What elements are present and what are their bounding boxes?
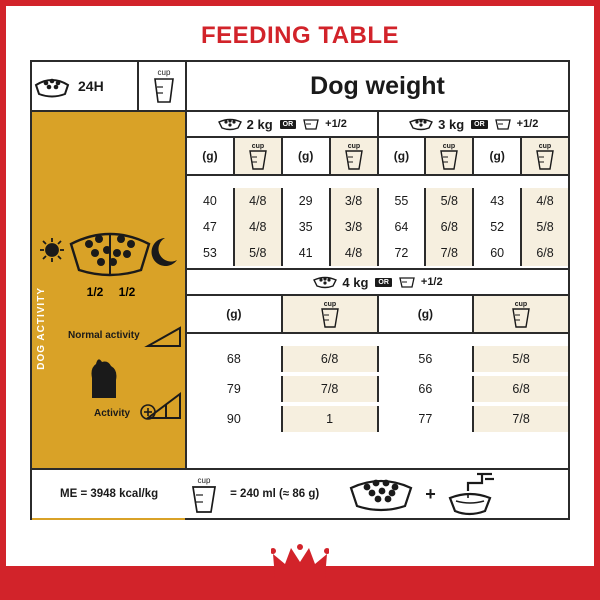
normal-activity-label: Normal activity [68, 330, 140, 341]
header-left-cell [32, 62, 187, 112]
cell-grams: 43 [472, 188, 520, 214]
cell-cup: 5/8 [520, 214, 568, 240]
weight-value: 2 kg [246, 116, 273, 132]
cell-grams: 35 [281, 214, 329, 240]
or-badge: OR [280, 120, 297, 129]
unit-cup [281, 296, 377, 332]
dog-silhouette-icon [78, 352, 130, 402]
unit-cup [329, 138, 377, 174]
unit-grams: (g) [281, 138, 329, 174]
svg-text:1/2: 1/2 [118, 285, 136, 299]
cell-grams: 52 [472, 214, 520, 240]
cell-cup: 5/8 [424, 188, 472, 214]
cell-cup: 5/8 [233, 240, 281, 266]
cell-cup: 3/8 [329, 214, 377, 240]
plus-half: +1/2 [325, 118, 347, 130]
footer-plus: + [425, 483, 436, 504]
weight-value: 4 kg [342, 274, 369, 290]
cell-grams: 56 [377, 346, 473, 372]
cell-cup: 6/8 [281, 346, 377, 372]
weight-value: 3 kg [438, 116, 465, 132]
table-row [187, 346, 568, 372]
svg-text:1/2: 1/2 [86, 285, 104, 299]
normal-activity-triangle-icon [144, 324, 184, 350]
me-value: ME = 3948 kcal/kg [60, 488, 159, 500]
svg-text:cup: cup [157, 68, 171, 77]
extra-activity-triangle-icon [144, 392, 184, 422]
cell-cup: 6/8 [520, 240, 568, 266]
cell-cup: 7/8 [281, 376, 377, 402]
hours-label: 24H [78, 78, 104, 94]
cell-grams: 64 [377, 214, 425, 240]
units-row-top [187, 138, 568, 176]
cell-grams: 68 [226, 352, 241, 366]
or-badge: OR [375, 278, 392, 287]
dog-weight-header [187, 62, 568, 112]
cell-cup: 6/8 [472, 376, 568, 402]
food-bowl-icon [345, 472, 417, 516]
water-bowl-icon [444, 471, 510, 517]
brand-footer [0, 528, 600, 600]
svg-text:cup: cup [538, 143, 552, 150]
cell-cup: 1 [281, 406, 377, 432]
plus-half: +1/2 [420, 276, 443, 288]
cell-grams: 66 [377, 376, 473, 402]
weight-band-4kg [187, 270, 568, 294]
cell-grams: 40 [202, 194, 217, 208]
activity-illustration [35, 220, 185, 312]
units-row-bottom [187, 296, 568, 334]
svg-text:cup: cup [323, 301, 336, 308]
weight-band-2kg [187, 112, 377, 136]
bowl-icon [32, 73, 72, 99]
dog-activity-vertical-label: DOG ACTIVITY [36, 287, 47, 370]
cell-grams: 53 [202, 246, 217, 260]
unit-cup [233, 138, 281, 174]
svg-text:cup: cup [443, 143, 456, 150]
weight-band-bottom [187, 270, 568, 296]
bowl-small-icon [217, 117, 243, 131]
table-row [187, 406, 568, 432]
svg-text:cup: cup [514, 301, 528, 308]
cell-grams: 77 [377, 406, 473, 432]
unit-grams: (g) [377, 138, 425, 174]
cell-cup: 6/8 [424, 214, 472, 240]
cell-cup: 4/8 [233, 188, 281, 214]
bowl-small-icon [408, 117, 434, 131]
table-row [187, 188, 568, 214]
extra-activity-label: Activity [94, 408, 131, 419]
me-footer [32, 468, 568, 518]
dog-weight-label: Dog weight [310, 71, 445, 100]
cell-cup: 7/8 [424, 240, 472, 266]
cell-grams: 41 [281, 240, 329, 266]
measuring-cup-small-icon [299, 117, 323, 131]
or-badge: OR [471, 120, 488, 129]
unit-grams: (g) [377, 296, 473, 332]
cell-cup: 4/8 [233, 214, 281, 240]
cell-grams: 60 [472, 240, 520, 266]
bowl-small-icon [312, 275, 338, 289]
cell-cup: 3/8 [329, 188, 377, 214]
unit-grams: (g) [226, 307, 242, 321]
measuring-cup-small-icon [395, 275, 419, 289]
measuring-cup-small-icon [491, 117, 515, 131]
cell-cup: 7/8 [472, 406, 568, 432]
unit-cup [472, 296, 568, 332]
dog-activity-column [32, 112, 187, 520]
header-cup-cell [137, 62, 187, 112]
table-row [187, 240, 568, 266]
cell-grams: 79 [226, 382, 241, 396]
cell-grams: 90 [226, 412, 241, 426]
table-row [187, 376, 568, 402]
unit-cup [520, 138, 568, 174]
svg-text:cup: cup [251, 143, 265, 150]
svg-text:cup: cup [197, 476, 211, 485]
measuring-cup-icon [182, 472, 226, 516]
crown-logo-icon [271, 544, 329, 584]
cell-grams: 29 [281, 188, 329, 214]
unit-cup [424, 138, 472, 174]
cell-grams: 72 [377, 240, 425, 266]
weight-band-3kg [377, 112, 569, 136]
unit-grams: (g) [472, 138, 520, 174]
cup-equivalent: = 240 ml (≈ 86 g) [230, 488, 320, 500]
weight-band-top [187, 112, 568, 138]
cell-cup: 4/8 [329, 240, 377, 266]
unit-grams: (g) [202, 149, 218, 163]
cell-cup: 5/8 [472, 346, 568, 372]
cell-grams: 55 [377, 188, 425, 214]
svg-text:cup: cup [347, 143, 360, 150]
feeding-table [30, 60, 570, 520]
plus-half: +1/2 [516, 118, 539, 130]
cell-grams: 47 [202, 220, 217, 234]
page-title: FEEDING TABLE [200, 22, 400, 49]
cell-cup: 4/8 [520, 188, 568, 214]
table-row [187, 214, 568, 240]
